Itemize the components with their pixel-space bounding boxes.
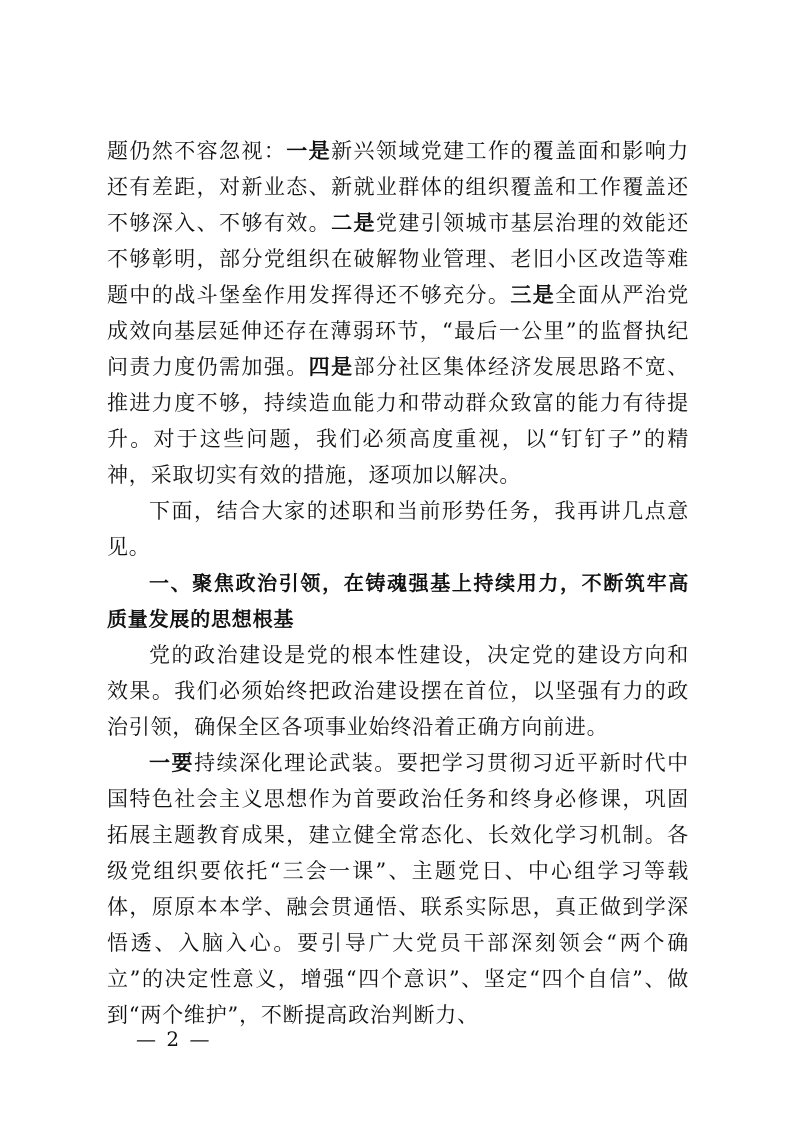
paragraph-transition: 下面，结合大家的述职和当前形势任务，我再讲几点意见。	[107, 499, 689, 559]
section-heading-1: 一、聚焦政治引领，在铸魂强基上持续用力，不断筑牢高质量发展的思想根基	[107, 571, 689, 631]
document-body	[107, 133, 689, 1033]
paragraph-political-building: 党的政治建设是党的根本性建设，决定党的建设方向和效果。我们必须始终把政治建设摆在首位，以坚强有力的政治引领，确保全区各项事业始终沿着正确方向前进。	[107, 643, 689, 739]
point-four-text: 部分社区集体经济发展思路不宽、推进力度不够，持续造血能力和带动群众致富的能力有待提升。对于这些问题，我们必须高度重视，以“钉钉子”的精神，采取切实有效的措施，逐项加以解决。	[107, 355, 690, 487]
point-three-text: 全面从严治党成效向基层延伸还存在薄弱环节，“最后一公里”的监督执纪问责力度仍需加强。	[107, 283, 689, 379]
point-two-text: 党建引领城市基层治理的效能还不够彰明，部分党组织在破解物业管理、老旧小区改造等难题中的战斗堡垒作用发挥得还不够充分。	[107, 211, 690, 307]
point-three-label: 三是	[510, 283, 556, 307]
point-one-label: 一是	[286, 139, 332, 163]
point-one-text: 新兴领域党建工作的覆盖面和影响力还有差距，对新业态、新就业群体的组织覆盖和工作覆盖还不够深入、不够有效。	[107, 139, 689, 235]
first-requirement-text: 持续深化理论武装。要把学习贯彻习近平新时代中国特色社会主义思想作为首要政治任务和终身必修课，巩固拓展主题教育成果，建立健全常态化、长效化学习机制。各级党组织要依托“三会一课”、主题党日、中心组学习等载体，原原本本学、融会贯通悟、联系实际思，真正做到学深悟透、入脑入心。要引导广大党员干部深刻领会“两个确立”的决定性意义，增强“四个意识”、坚定“四个自信”、做到“两个维护”，不断提高政治判断力、	[107, 751, 689, 1027]
paragraph-problems	[107, 133, 689, 493]
point-two-label: 二是	[331, 211, 376, 235]
first-requirement-label: 一要	[149, 751, 195, 775]
point-four-label: 四是	[308, 355, 354, 379]
page-number: — 2 —	[136, 1027, 212, 1051]
problems-intro: 题仍然不容忽视：	[107, 139, 287, 163]
paragraph-theory-study	[107, 745, 689, 1033]
